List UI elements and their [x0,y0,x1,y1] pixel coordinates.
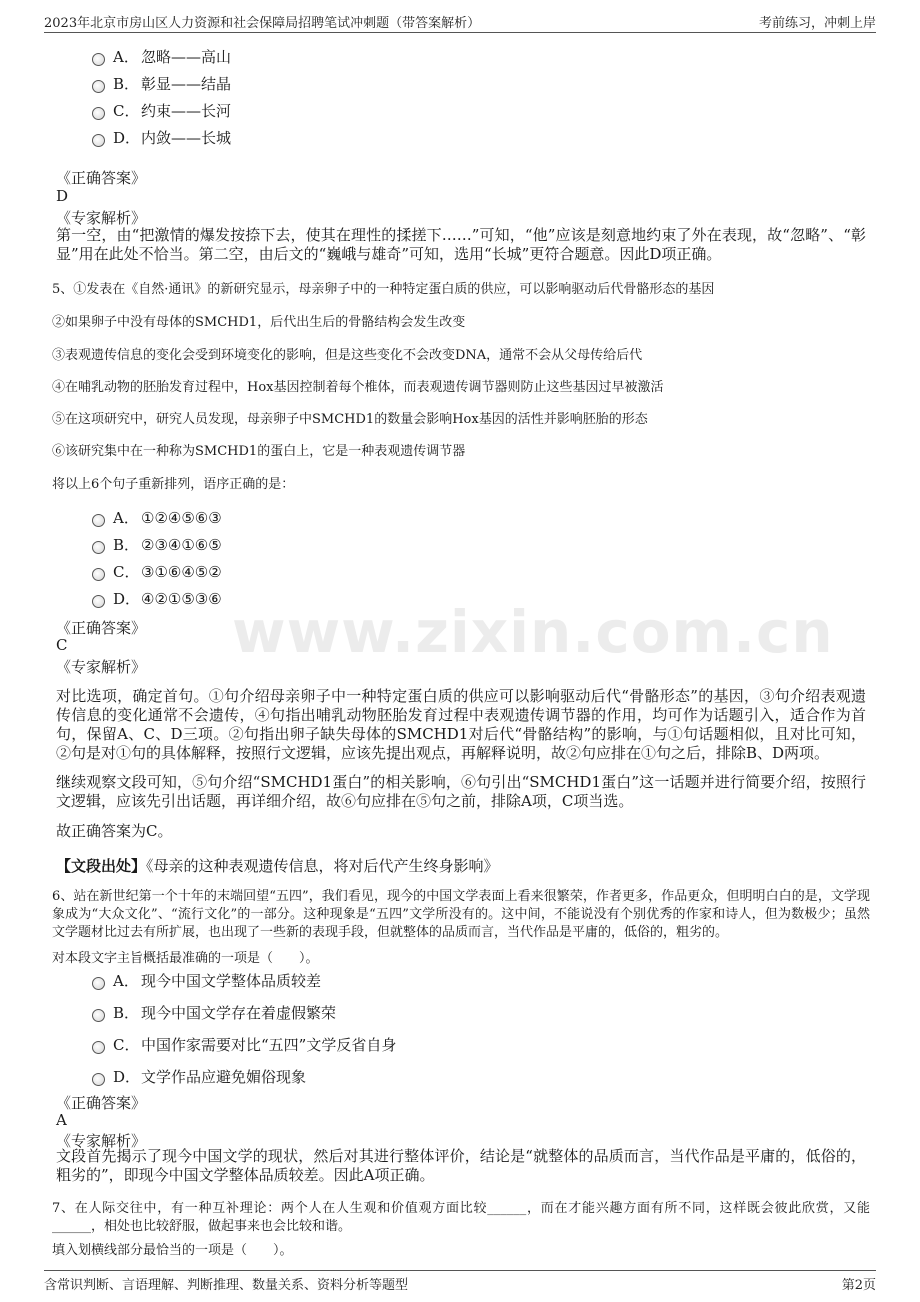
radio-icon[interactable] [92,541,105,554]
option-text: 现今中国文学存在着虚假繁荣 [141,1004,337,1022]
q6-analysis-label: 《专家解析》 [56,1132,147,1150]
q5-sentence-1: 5、①发表在《自然·通讯》的新研究显示，母亲卵子中的一种特定蛋白质的供应，可以影响驱动后代骨骼形态的基因 [52,282,715,297]
option-letter: D． [113,590,141,608]
q5-analysis-p1: 对比选项，确定首句。①句介绍母亲卵子中一种特定蛋白质的供应可以影响驱动后代“骨骼形态”的基因，③句介绍表观遗传信息的变化通常不会遗传，④句指出哺乳动物胚胎发育过程中表观遗传调节器的作用，均可作为话题引入，适合作为首句，保留A、C、D三项。②句指出卵子缺失母体的SMCHD1对后代“骨骼结构”的影响，与①句话题相似，且对比可知，②句是对①句的具体解释，按照行文逻辑，应该先提出观点，再解释说明，故②句应排在①句之后，排除B、D两项。 [56,687,866,762]
option-text: ①②④⑤⑥③ [141,508,222,527]
q6-answer: A [56,1111,67,1129]
footer-page-number: 第2页 [841,1278,876,1293]
option-text: 彰显——结晶 [141,75,232,93]
option-letter: A． [113,48,139,66]
option-text: 中国作家需要对比“五四”文学反省自身 [141,1036,397,1054]
option-text: 忽略——高山 [141,48,232,66]
q4-answer: D [56,187,69,205]
q4-option-d[interactable] [92,127,231,148]
option-text: 文学作品应避免媚俗现象 [141,1068,307,1086]
q4-answer-label: 《正确答案》 [56,169,147,187]
radio-icon[interactable] [92,568,105,581]
q6-analysis: 文段首先揭示了现今中国文学的现状，然后对其进行整体评价，结论是“就整体的品质而言，当代作品是平庸的，低俗的，粗劣的”，即现今中国文学整体品质较差。因此A项正确。 [56,1147,866,1184]
q5-answer: C [56,636,68,654]
q7-stem: 7、在人际交往中，有一种互补理论：两个人在人生观和价值观方面比较______，而在才能兴趣方面有所不同，这样既会彼此欣赏，又能______，相处也比较舒服，做起事来也会比较和谐。 [52,1201,870,1234]
q5-option-a[interactable] [92,507,222,528]
q6-option-d[interactable] [92,1066,306,1087]
radio-icon[interactable] [92,514,105,527]
option-letter: B． [113,1004,140,1022]
header-slogan: 考前练习，冲刺上岸 [758,16,876,31]
q6-option-b[interactable] [92,1002,336,1023]
q6-option-a[interactable] [92,970,321,991]
option-letter: A． [113,972,139,990]
option-letter: B． [113,75,140,93]
footer-divider [44,1270,876,1271]
q5-analysis-p3: 故正确答案为C。 [56,822,173,840]
q5-option-b[interactable] [92,534,222,555]
q6-stem: 6、站在新世纪第一个十年的末端回望“五四”，我们看见，现今的中国文学表面上看来很繁荣，作者更多，作品更众，但明明白白的是，文学现象成为“大众文化”、“流行文化”的一部分。这种现象是“五四”文学所没有的。这中间，不能说没有个别优秀的作家和诗人，但为数极少；虽然文学题材比过去有所扩展，也出现了一些新的表现手段，但就整体的品质而言，当代作品是平庸的，低俗的，粗劣的。 [52,889,870,940]
source-label: 【文段出处】 [56,857,147,875]
radio-icon[interactable] [92,1009,105,1022]
radio-icon[interactable] [92,977,105,990]
header-divider [44,32,876,33]
q5-question: 将以上6个句子重新排列，语序正确的是： [52,477,295,492]
header-title: 2023年北京市房山区人力资源和社会保障局招聘笔试冲刺题（带答案解析） [44,16,481,31]
q4-option-a[interactable] [92,46,231,67]
q5-option-c[interactable] [92,561,222,582]
option-text: 内敛——长城 [141,129,232,147]
option-letter: B． [113,536,140,554]
option-text: 现今中国文学整体品质较差 [141,972,322,990]
q4-option-b[interactable] [92,73,231,94]
radio-icon[interactable] [92,1073,105,1086]
radio-icon[interactable] [92,1041,105,1054]
option-letter: C． [113,563,140,581]
q7-question: 填入划横线部分最恰当的一项是（ ）。 [52,1243,293,1258]
source-text: 《母亲的这种表观遗传信息，将对后代产生终身影响》 [146,857,499,875]
radio-icon[interactable] [92,595,105,608]
q6-option-c[interactable] [92,1034,396,1055]
q5-sentence-6: ⑥该研究集中在一种称为SMCHD1的蛋白上，它是一种表观遗传调节器 [52,444,466,459]
option-text: ④②①⑤③⑥ [141,589,222,608]
q6-answer-label: 《正确答案》 [56,1094,147,1112]
q5-analysis-label: 《专家解析》 [56,658,147,676]
option-text: ②③④①⑥⑤ [141,535,222,554]
q6-question: 对本段文字主旨概括最准确的一项是（ ）。 [52,951,319,966]
radio-icon[interactable] [92,134,105,147]
watermark: www.zixin.com.cn [232,598,834,666]
q5-sentence-5: ⑤在这项研究中，研究人员发现，母亲卵子中SMCHD1的数量会影响Hox基因的活性并影响胚胎的形态 [52,412,648,427]
option-letter: C． [113,1036,140,1054]
q5-answer-label: 《正确答案》 [56,619,147,637]
q4-analysis-label: 《专家解析》 [56,209,147,227]
radio-icon[interactable] [92,107,105,120]
q5-source [56,855,499,876]
radio-icon[interactable] [92,80,105,93]
q5-sentence-4: ④在哺乳动物的胚胎发育过程中，Hox基因控制着每个椎体，而表观遗传调节器则防止这些基因过早被激活 [52,380,664,395]
option-letter: A． [113,509,139,527]
radio-icon[interactable] [92,53,105,66]
option-text: ③①⑥④⑤② [141,562,222,581]
q5-option-d[interactable] [92,588,222,609]
q4-option-c[interactable] [92,100,231,121]
q5-analysis-p2: 继续观察文段可知，⑤句介绍“SMCHD1蛋白”的相关影响，⑥句引出“SMCHD1蛋白”这一话题并进行简要介绍，按照行文逻辑，应该先引出话题，再详细介绍，故⑥句应排在⑤句之前，排除A项，C项当选。 [56,773,866,810]
q5-sentence-3: ③表观遗传信息的变化会受到环境变化的影响，但是这些变化不会改变DNA，通常不会从父母传给后代 [52,348,643,363]
option-text: 约束——长河 [141,102,232,120]
option-letter: D． [113,129,141,147]
footer-topics: 含常识判断、言语理解、判断推理、数量关系、资料分析等题型 [44,1278,409,1293]
q4-analysis: 第一空，由“把激情的爆发按捺下去，使其在理性的揉搓下……”可知，“他”应该是刻意地约束了外在表现，故“忽略”、“彰显”用在此处不恰当。第二空，由后文的“巍峨与雄奇”可知，选用“长城”更符合题意。因此D项正确。 [56,226,866,263]
q5-sentence-2: ②如果卵子中没有母体的SMCHD1，后代出生后的骨骼结构会发生改变 [52,315,466,330]
option-letter: D． [113,1068,141,1086]
option-letter: C． [113,102,140,120]
